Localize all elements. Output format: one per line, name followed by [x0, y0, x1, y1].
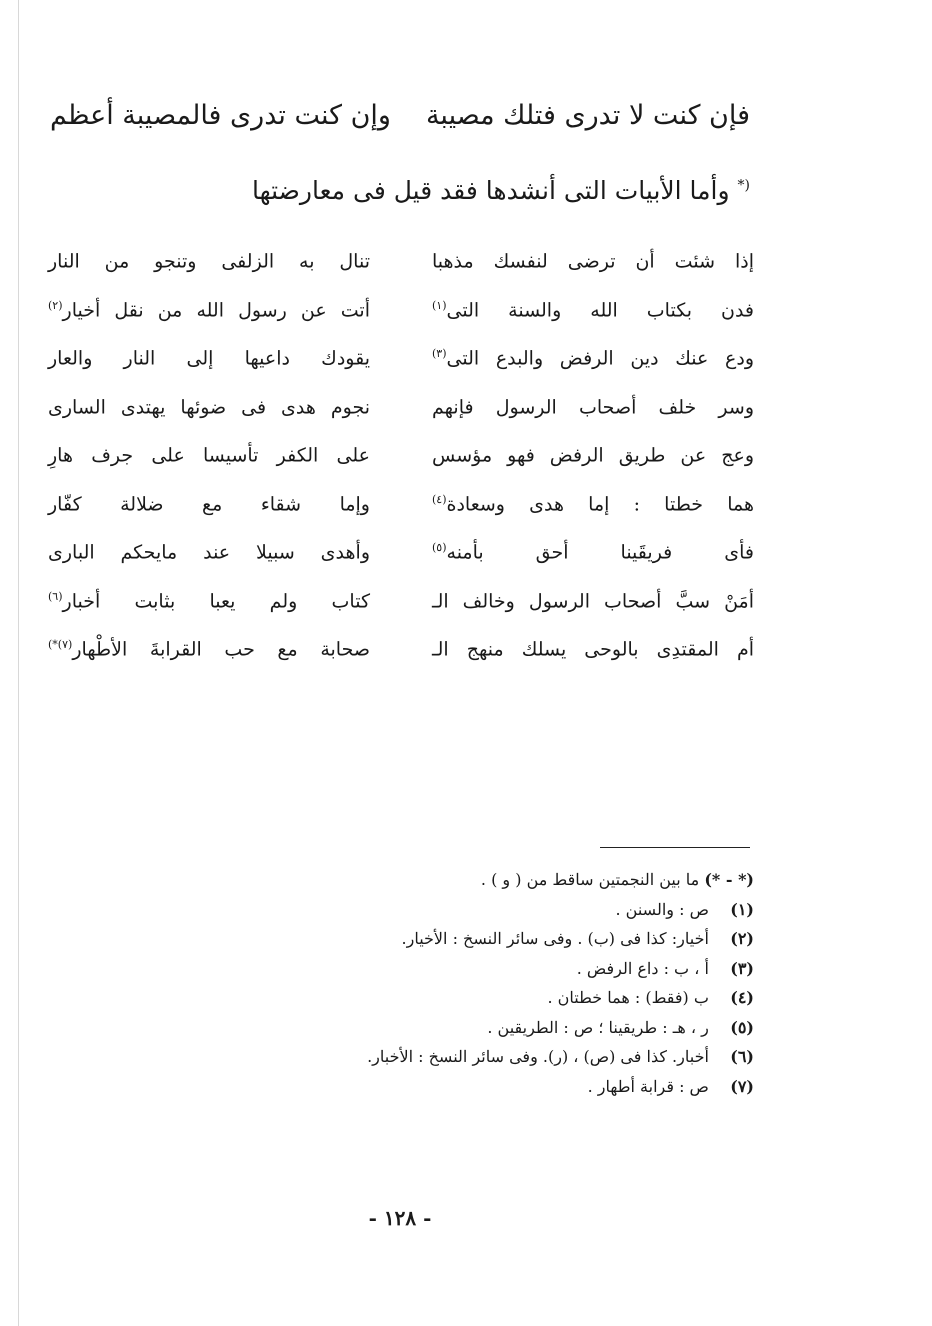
footnote-number: (١)	[730, 899, 754, 919]
first-hemistich: هما خطتا : إما هدى وسعادة$^{(٤)}$	[432, 492, 754, 515]
second-hemistich: تنال به الزلفى وتنجو من النار	[48, 250, 370, 273]
poem-verse	[48, 444, 754, 493]
page-number: - ١٢٨ -	[368, 1206, 432, 1230]
poem-verse	[48, 541, 754, 590]
second-hemistich: كتاب ولم يعبا بثابت أخبار$^{(٦)}$	[48, 589, 370, 612]
footnote-number: (٢)	[730, 929, 754, 948]
footnote	[194, 900, 754, 930]
footnote-number: (٦)	[730, 1047, 754, 1066]
first-hemistich: فدن بكتاب الله والسنة التى$^{(١)}$	[432, 298, 754, 321]
footnote-ref: (٤)	[432, 492, 447, 506]
intro-asterisk-mark: (*	[737, 177, 750, 194]
footnote-number: (* - *)	[704, 870, 754, 889]
first-hemistich: وعج عن طريق الرفض فهو مؤسس	[432, 444, 754, 467]
footnote-ref: (١)	[432, 298, 447, 312]
footnote-text: ر ، هـ : طريقينا ؛ ص : الطريقين .	[487, 1017, 709, 1037]
footnote	[194, 988, 754, 1018]
footnote	[194, 959, 754, 989]
footnote-text: ص : قرابة أطهار .	[587, 1076, 709, 1096]
first-hemistich: إذا شئت أن ترضى لنفسك مذهبا	[432, 250, 754, 273]
top-verse-first-hemistich: فإن كنت لا تدرى فتلك مصيبة	[425, 100, 750, 131]
poem-verse	[48, 299, 754, 348]
top-verse-second-hemistich: وإن كنت تدرى فالمصيبة أعظم	[50, 100, 391, 131]
footnote-ref: (٧)*)	[48, 638, 73, 651]
poem-introduction	[252, 176, 750, 205]
second-hemistich: نجوم هدى فى ضوئها يهتدى السارى	[48, 395, 370, 418]
footnote-number: (٥)	[730, 1017, 754, 1037]
footnote-text: ما بين النجمتين ساقط من ( و ) .	[480, 870, 700, 889]
footnote-ref: (٢)	[48, 298, 63, 312]
footnote-number: (٣)	[730, 958, 754, 978]
poem-verse	[48, 493, 754, 542]
poem	[48, 250, 754, 687]
intro-text: وأما الأبيات التى أنشدها فقد قيل فى معارضتها	[252, 176, 730, 205]
footnote-ref: (٣)	[432, 347, 447, 360]
second-hemistich: على الكفر تأسيسا على جرف هارِ	[48, 444, 370, 467]
footnote-separator	[600, 847, 750, 848]
first-hemistich: ودع عنك دين الرفض والبدع التى$^{(٣)}$	[432, 347, 754, 370]
footnote-text: أخبار. كذا فى (ص) ، (ر). وفى سائر النسخ : الأخبار.	[367, 1047, 709, 1066]
footnote	[194, 1047, 754, 1077]
first-hemistich: أم المقتدِى بالوحى يسلك منهج الـ	[432, 638, 754, 661]
footnotes	[194, 870, 754, 1106]
footnote-text: ص : والسنن .	[615, 899, 709, 919]
footnote-text: ب (فقط) : هما خطتان .	[547, 988, 709, 1007]
poem-verse	[48, 396, 754, 445]
footnote	[194, 1077, 754, 1107]
poem-verse	[48, 590, 754, 639]
footnote-text: أ ، ب : داع الرفض .	[576, 958, 709, 978]
poem-verse	[48, 347, 754, 396]
second-hemistich: وإما شقاء مع ضلالة كفّار	[48, 492, 370, 515]
first-hemistich: وسر خلف أصحاب الرسول فإنهم	[432, 395, 754, 418]
first-hemistich: أمَنْ سبَّ أصحاب الرسول وخالف الـ	[432, 589, 754, 612]
second-hemistich: وأهدى سبيلا عند مايحكم البارى	[48, 541, 370, 564]
footnote-text: أخيار: كذا فى (ب) . وفى سائر النسخ : الأخيار.	[401, 929, 709, 948]
second-hemistich: يقودك داعيها إلى النار والعار	[48, 347, 370, 370]
footnote	[194, 929, 754, 959]
second-hemistich: أتت عن رسول الله من نقل أخيار$^{(٢)}$	[48, 298, 370, 321]
poem-verse	[48, 250, 754, 299]
footnote	[194, 1018, 754, 1048]
footnote-number: (٧)	[730, 1076, 754, 1096]
footnote	[194, 870, 754, 900]
first-hemistich: فأى فريقَينا أحق بأمنه$^{(٥)}$	[432, 541, 754, 564]
second-hemistich: صحابة مع حب القرابةَ الأطْهار$^{(٧)*)}$	[48, 638, 370, 661]
poem-verse	[48, 638, 754, 687]
footnote-ref: (٦)	[48, 589, 63, 603]
footnote-ref: (٥)	[432, 541, 447, 554]
top-verse	[50, 100, 750, 150]
footnote-number: (٤)	[730, 988, 754, 1007]
